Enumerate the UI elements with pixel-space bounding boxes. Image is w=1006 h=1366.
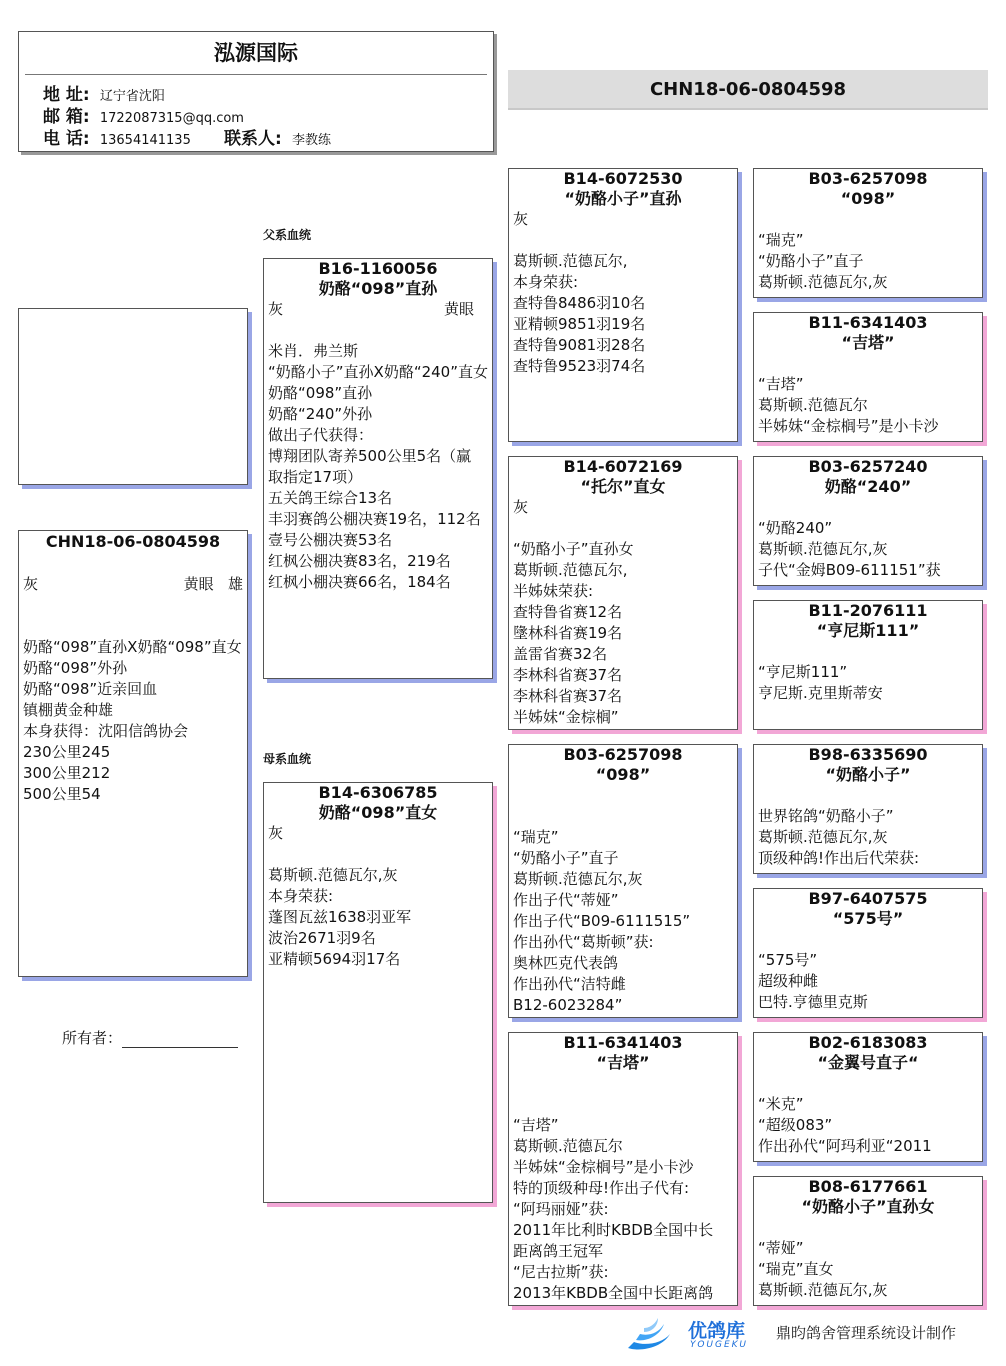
info-line: 查特鲁省赛12名 [513,603,623,621]
dam-attrs [264,823,492,844]
info-line: “奶酪小子”直子 [513,849,619,867]
info-line: 顶级种鸽!作出后代荣获: [758,849,920,867]
info-line: 世界铭鸽“奶酪小子” [758,807,894,825]
info-line: 波治2671羽9名 [268,929,376,947]
dam-lines [264,844,492,970]
ggp-lines [754,1217,982,1301]
ggp-name: “金翼号直子“ [817,1053,919,1072]
gp-ring: B14-6072169 [563,457,683,476]
info-line [513,518,733,539]
info-line [513,230,733,251]
info-line: 葛斯顿.范德瓦尔, [513,252,628,270]
ggp-card [753,456,983,586]
gp-lines [509,785,737,1016]
contact-value: 李教练 [291,133,331,148]
info-line: “吉塔” [513,1116,559,1134]
sire-card [263,258,493,679]
ggp-ring: B97-6407575 [808,889,928,908]
sire-lines [264,320,492,593]
info-line: 作出孙代“葛斯顿”获: [513,933,654,951]
address-value: 辽宁省沈阳 [99,89,165,104]
footer-credit: 鼎昀鸽舍管理系统设计制作 [776,1324,957,1342]
ggp-card [753,312,983,442]
gp-card [508,456,738,730]
info-line: 取指定17项） [268,468,363,486]
sire-section-label: 父系血统 [263,228,312,242]
ggp-name: “575号” [832,909,904,928]
info-line: 奶酪“098”直孙X奶酪“098”直女 [23,638,242,656]
gp-lines [509,497,737,728]
dam-name: 奶酪“098”直女 [318,803,438,822]
info-line: 作出子代“蒂娅” [513,891,619,909]
ggp-lines [754,641,982,704]
info-line [758,209,978,230]
owner-label: 所有者： [62,1029,123,1047]
info-line: “瑞克”直女 [758,1260,834,1278]
ggp-ring: B03-6257240 [808,457,928,476]
subject-ring: CHN18-06-0804598 [45,532,221,551]
info-line: “米克” [758,1095,804,1113]
ggp-lines [754,209,982,293]
contact-label: 联系人: [224,129,282,149]
info-line: 巴特.亨德里克斯 [758,993,868,1011]
info-line: 亚精顿5694羽17名 [268,950,401,968]
info-line: 半姊妹“金棕榈号”是小卡沙 [758,417,939,435]
gp-name: “托尔”直女 [580,477,666,496]
info-line: 作出子代“B09-6111515” [513,912,691,930]
info-line: 查特鲁9081羽28名 [513,336,646,354]
info-line: 米肖．弗兰斯 [268,342,359,360]
info-line: 盖雷省赛32名 [513,645,608,663]
info-line: B12-6023284” [513,996,623,1014]
info-line: “奶酪小子”直子 [758,252,864,270]
info-line: 奶酪“098”近亲回血 [23,680,158,698]
photo-box [18,308,248,485]
info-line: 镇棚黄金种雄 [23,701,114,719]
info-line: 奶酪“240”外孙 [268,405,373,423]
info-line: 本身荣获: [268,887,334,905]
info-line: “蒂娅” [758,1239,804,1257]
info-line [758,497,978,518]
email-label: 邮 箱: [43,107,90,127]
owner-line [122,1031,238,1048]
info-line: 半姊妹“金棕榈” [513,708,619,726]
info-line: 葛斯顿.范德瓦尔,灰 [268,866,398,884]
ggp-ring: B08-6177661 [808,1177,928,1196]
email-value: 1722087315@qq.com [99,111,244,126]
info-line: 葛斯顿.范德瓦尔,灰 [758,540,888,558]
info-line: 葛斯顿.范德瓦尔,灰 [758,273,888,291]
ggp-card [753,888,983,1018]
info-line [758,1073,978,1094]
info-line: “瑞克” [758,231,804,249]
ggp-card [753,1032,983,1162]
info-line [758,929,978,950]
info-line: “奶酪240” [758,519,833,537]
ggp-name: “亨尼斯111” [816,621,920,640]
ggp-ring: B11-2076111 [808,601,928,620]
info-line [513,1073,733,1094]
info-line [513,1094,733,1115]
info-line: 红枫公棚决赛83名，219名 [268,552,451,570]
info-line: 葛斯顿.范德瓦尔, [513,561,628,579]
subject-lines [19,637,247,805]
header-card [18,31,494,152]
ggp-lines [754,929,982,1013]
gp-lines [509,1073,737,1304]
subject-card [18,530,248,977]
gp-card [508,168,738,442]
info-line: 壹号公棚决赛53名 [268,531,393,549]
info-line: 查特鲁8486羽10名 [513,294,646,312]
ggp-card [753,600,983,730]
info-line [268,844,488,865]
info-line: 2011年比利时KBDB全国中长 [513,1221,714,1239]
info-line: 葛斯顿.范德瓦尔 [758,396,868,414]
info-line: 查特鲁9523羽74名 [513,357,646,375]
ggp-name: “吉塔” [841,333,895,352]
sire-ring: B16-1160056 [318,259,438,278]
info-line: 作出孙代“洁特雌 [513,975,626,993]
info-line: “吉塔” [758,375,804,393]
info-line [758,1217,978,1238]
info-line: 灰 [513,210,529,228]
ggp-ring: B03-6257098 [808,169,928,188]
loft-title: 泓源国际 [214,41,298,65]
info-line: 本身荣获: [513,273,579,291]
info-line: “超级083” [758,1116,833,1134]
ggp-name: 奶酪“240” [824,477,912,496]
info-line: 丰羽赛鸽公棚决赛19名，112名 [268,510,481,528]
info-line: 做出子代获得： [268,426,374,444]
subject-sex: 雄 [227,575,243,593]
info-line [268,320,488,341]
footer [622,1314,992,1354]
info-line: 300公里212 [23,764,111,782]
ring-banner-text: CHN18-06-0804598 [649,79,847,100]
info-line: 墬林科省赛19名 [513,624,623,642]
info-line: “尼古拉斯”获: [513,1263,609,1281]
info-line: 李林科省赛37名 [513,666,623,684]
ring-banner [508,70,988,110]
info-line: 子代“金姆B09-611151”获 [758,561,941,579]
info-line: 蓬图瓦兹1638羽亚军 [268,908,412,926]
ggp-card [753,168,983,298]
info-line: 博翔团队寄养500公里5名（赢 [268,447,472,465]
phone-label: 电 话: [43,129,90,149]
gp-ring: B14-6072530 [563,169,683,188]
subject-color: 灰 [23,575,39,593]
info-line: “阿玛丽娅”获: [513,1200,609,1218]
info-line: 红枫小棚决赛66名，184名 [268,573,451,591]
gp-lines [509,209,737,377]
gp-ring: B03-6257098 [563,745,683,764]
ggp-lines [754,497,982,581]
ggp-name: “奶酪小子”直孙女 [801,1197,935,1216]
info-line: 230公里245 [23,743,111,761]
gp-name: “奶酪小子”直孙 [564,189,682,208]
ggp-ring: B11-6341403 [808,313,928,332]
info-line: 特的顶级种母!作出子代有: [513,1179,690,1197]
sire-attrs [264,299,492,320]
info-line: 亨尼斯.克里斯蒂安 [758,684,883,702]
info-line [758,353,978,374]
ggp-lines [754,353,982,437]
info-line: 作出孙代“阿玛利亚“2011 [758,1137,932,1155]
ggp-card [753,744,983,874]
address-label: 地 址: [43,85,90,105]
info-line: 葛斯顿.范德瓦尔,灰 [758,828,888,846]
ggp-ring: B02-6183083 [808,1033,928,1052]
info-line: 距离鸽王冠军 [513,1242,604,1260]
logo-swirl-icon [622,1314,682,1354]
info-line: 奶酪“098”外孙 [23,659,128,677]
ggp-name: “098” [840,189,896,208]
info-line: “亨尼斯111” [758,663,848,681]
info-line: “瑞克” [513,828,559,846]
info-line: 半姊妹“金棕榈号”是小卡沙 [513,1158,694,1176]
dam-section-label: 母系血统 [263,752,312,766]
sire-eye: 黄眼 [443,300,474,318]
owner-field [62,1028,238,1048]
info-line: “奶酪小子”直孙女 [513,540,634,558]
gp-ring: B11-6341403 [563,1033,683,1052]
info-line: 李林科省赛37名 [513,687,623,705]
subject-eye: 黄眼 [183,575,214,593]
sire-name: 奶酪“098”直孙 [318,279,438,298]
dam-ring: B14-6306785 [318,783,438,802]
info-line: 本身获得：沈阳信鸽协会 [23,722,189,740]
info-line: “奶酪小子”直孙X奶酪“240”直女 [268,363,488,381]
dam-color: 灰 [268,824,284,842]
gp-name: “吉塔” [596,1053,650,1072]
info-line: 灰 [513,498,529,516]
info-line [513,806,733,827]
ggp-lines [754,785,982,869]
gp-name: “098” [595,765,651,784]
info-line: 半姊妹荣获: [513,582,594,600]
info-line: “575号” [758,951,818,969]
logo-text-cn: 优鸽库 [688,1320,746,1342]
info-line: 奥林匹克代表鸽 [513,954,619,972]
info-line: 葛斯顿.范德瓦尔,灰 [758,1281,888,1299]
info-line [513,785,733,806]
info-line: 五关鸽王综合13名 [268,489,393,507]
phone-value: 13654141135 [99,133,191,148]
info-line [758,641,978,662]
subject-attrs [19,574,247,595]
sire-color: 灰 [268,300,284,318]
gp-card [508,1032,738,1306]
ggp-lines [754,1073,982,1157]
info-line: 奶酪“098”直孙 [268,384,373,402]
logo-text-en: YOUGEKU [690,1340,749,1350]
info-line [758,785,978,806]
info-line: 2013年KBDB全国中长距离鸽 [513,1284,714,1302]
gp-card [508,744,738,1018]
ggp-card [753,1176,983,1306]
info-line: 葛斯顿.范德瓦尔 [513,1137,623,1155]
dam-card [263,782,493,1203]
ggp-ring: B98-6335690 [808,745,928,764]
info-line: 500公里54 [23,785,101,803]
info-line: 超级种雌 [758,972,819,990]
ggp-name: “奶酪小子” [825,765,911,784]
info-line: 亚精顿9851羽19名 [513,315,646,333]
info-line: 葛斯顿.范德瓦尔,灰 [513,870,643,888]
